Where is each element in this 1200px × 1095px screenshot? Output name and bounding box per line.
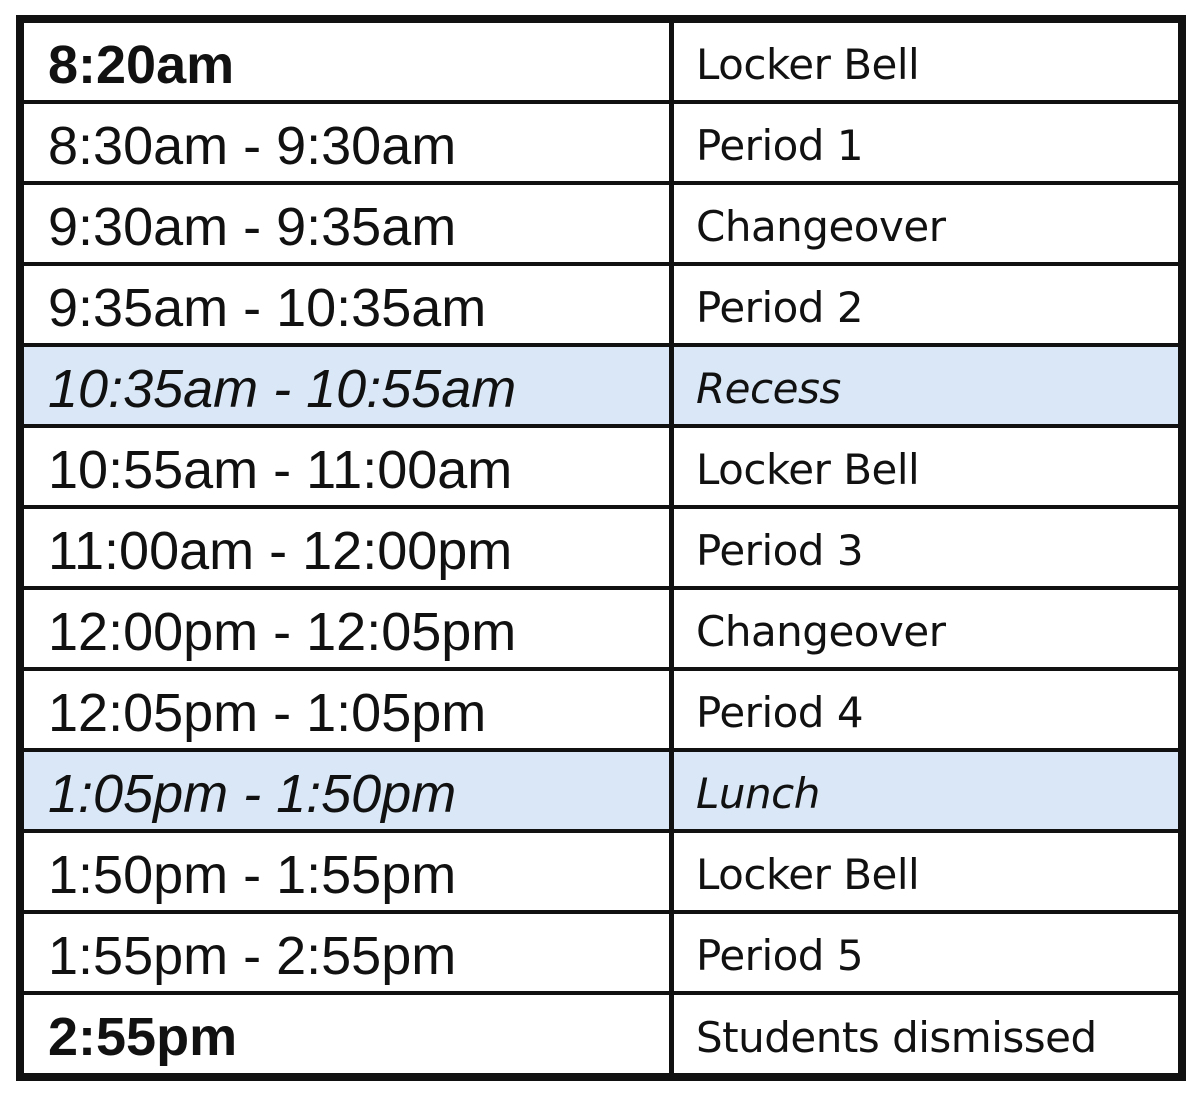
time-cell: 10:35am - 10:55am: [48, 358, 517, 419]
activity-cell: Recess: [696, 364, 841, 413]
time-cell: 8:20am: [48, 34, 235, 95]
time-cell: 1:50pm - 1:55pm: [48, 844, 457, 905]
schedule-row-changeover-1: [24, 185, 1178, 266]
activity-cell: Changeover: [696, 202, 946, 251]
schedule-row-changeover-2: [24, 590, 1178, 671]
activity-cell: Lunch: [696, 769, 820, 818]
schedule-row-recess: [24, 347, 1178, 428]
activity-cell: Locker Bell: [696, 40, 920, 89]
activity-cell: Students dismissed: [696, 1012, 1097, 1062]
activity-cell: Period 5: [696, 931, 864, 980]
activity-cell: Locker Bell: [696, 445, 920, 494]
schedule-row-period-3: [24, 509, 1178, 590]
time-cell: 2:55pm: [48, 1007, 238, 1067]
schedule-row-lunch: [24, 752, 1178, 833]
activity-cell: Period 1: [696, 121, 864, 170]
activity-cell: Period 4: [696, 688, 864, 737]
time-cell: 9:30am - 9:35am: [48, 196, 457, 257]
schedule-row-period-2: [24, 266, 1178, 347]
bell-schedule-table: [16, 15, 1186, 1081]
time-cell: 12:05pm - 1:05pm: [48, 682, 487, 743]
schedule-row-locker-bell-3: [24, 833, 1178, 914]
schedule-row-locker-bell-start: [24, 23, 1178, 104]
schedule-row-period-4: [24, 671, 1178, 752]
schedule-row-dismissal: [24, 995, 1178, 1073]
time-cell: 10:55am - 11:00am: [48, 439, 513, 500]
time-cell: 12:00pm - 12:05pm: [48, 601, 517, 662]
schedule-row-period-5: [24, 914, 1178, 995]
activity-cell: Period 2: [696, 283, 864, 332]
schedule-row-locker-bell-2: [24, 428, 1178, 509]
time-cell: 8:30am - 9:30am: [48, 115, 457, 176]
schedule-row-period-1: [24, 104, 1178, 185]
activity-cell: Period 3: [696, 526, 864, 575]
activity-cell: Locker Bell: [696, 850, 920, 899]
time-cell: 1:05pm - 1:50pm: [48, 763, 457, 824]
time-cell: 1:55pm - 2:55pm: [48, 925, 457, 986]
time-cell: 9:35am - 10:35am: [48, 277, 487, 338]
time-cell: 11:00am - 12:00pm: [48, 520, 513, 581]
activity-cell: Changeover: [696, 607, 946, 656]
